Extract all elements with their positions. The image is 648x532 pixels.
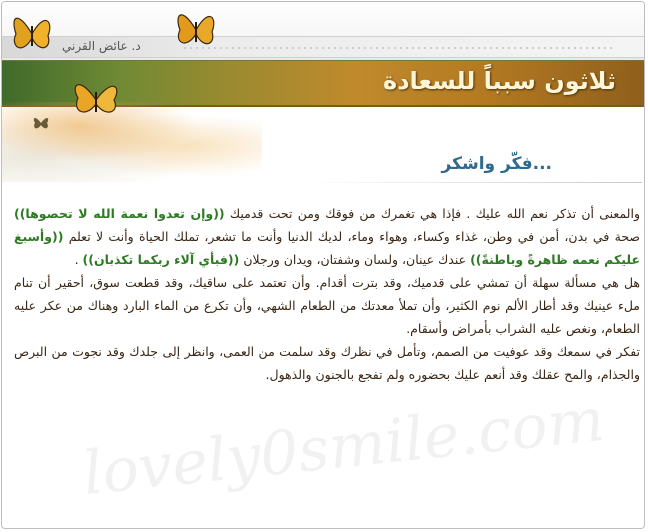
text-segment: والمعنى أن تذكر نعم الله عليك . فإذا هي تغمرك من فوقك ومن تحت قدميك — [224, 206, 640, 221]
text-segment: عندك عينان، ولسان وشفتان، ويدان ورجلان — [239, 252, 471, 267]
butterfly-icon — [10, 6, 54, 60]
heading-rule — [302, 182, 642, 183]
quran-quote: ((فبأي آلاء ربكما تكذبان)) — [82, 252, 240, 267]
section-heading: فكّر واشكر... — [441, 154, 552, 174]
text-segment: تفكر في سمعك وقد عوفيت من الصمم، وتأمل في نظرك وقد سلمت من العمى، وانظر إلى جلدك وقد نجوت من البرص والجذام، والمح عقلك وقد أنعم عليك بحضوره ولم تفجع بالجنون والذهول. — [14, 344, 640, 382]
butterfly-icon — [172, 4, 220, 52]
butterfly-icon — [68, 76, 124, 120]
page-title: ثلاثون سبباً للسعادة — [383, 67, 616, 95]
paragraph — [14, 202, 640, 271]
dotted-rule — [182, 47, 612, 49]
text-segment: . — [74, 252, 83, 267]
article-body — [14, 202, 640, 386]
butterfly-icon — [32, 114, 50, 132]
paragraph — [14, 340, 640, 386]
quran-quote: ((وأسبغ عليكم نعمه ظاهرةً وباطنةً)) — [14, 229, 640, 267]
text-segment: صحة في بدن، أمن في وطن، غذاء وكساء، وهواء وماء، لديك الدنيا وأنت ما تشعر، تملك الحياة وأنت لا تعلم — [63, 229, 640, 244]
paragraph — [14, 271, 640, 340]
watermark: lovely0smile.com — [79, 384, 608, 510]
author-name: د. عائض القرني — [62, 39, 141, 53]
text-segment: هل هي مسألة سهلة أن تمشي على قدميك، وقد بترت أقدام. وأن تعتمد على ساقيك، وقد قطعت سوق، أحقير أن تنام ملء عينيك وقد أطار الألم نوم الكثير، وأن تملأ معدتك من الطعام الشهي، وأن تكرع من الماء البارد وهناك من عكر عليه الطعام، ونغص عليه الشراب بأمراض وأسقام. — [14, 275, 640, 336]
quran-quote: ((وإن تعدوا نعمة الله لا تحصوها)) — [14, 206, 225, 221]
page-frame — [1, 1, 645, 529]
